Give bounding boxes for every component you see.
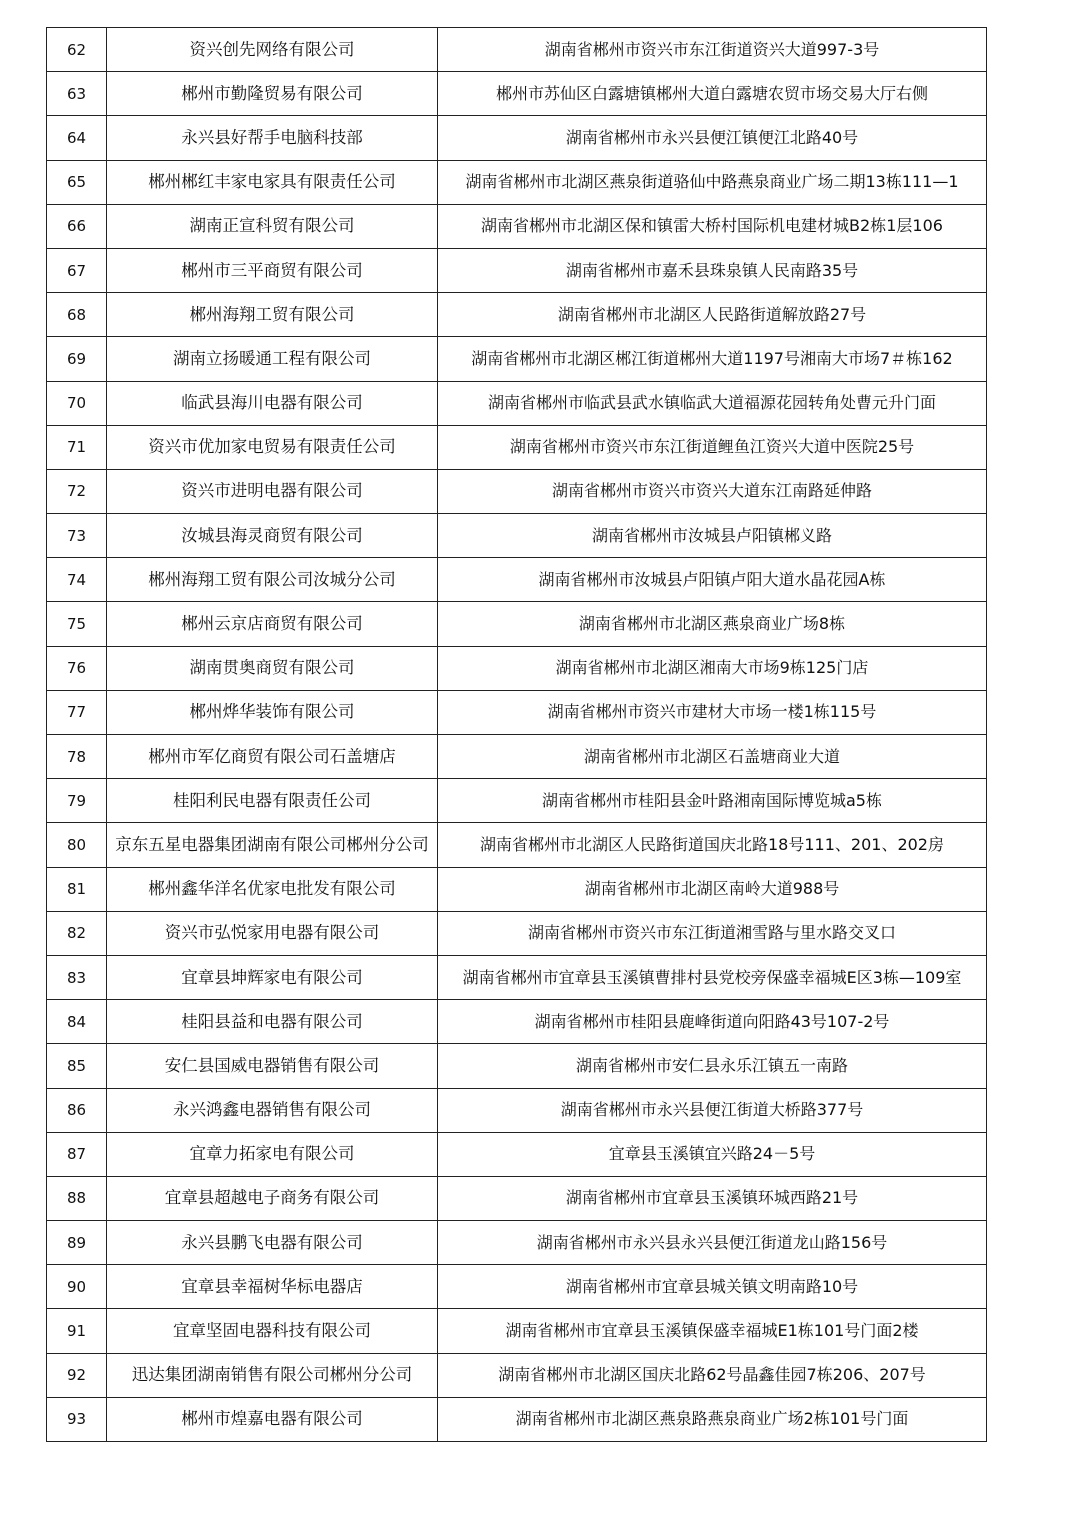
address-cell: 湖南省郴州市北湖区国庆北路62号晶鑫佳园7栋206、207号 [438, 1353, 987, 1397]
address-cell: 湖南省郴州市北湖区燕泉路燕泉商业广场2栋101号门面 [438, 1397, 987, 1441]
address-cell: 湖南省郴州市永兴县便江街道大桥路377号 [438, 1088, 987, 1132]
company-table [46, 27, 987, 1442]
address-cell: 湖南省郴州市北湖区石盖塘商业大道 [438, 735, 987, 779]
company-name-cell: 安仁县国威电器销售有限公司 [107, 1044, 438, 1088]
table-row [47, 646, 987, 690]
company-name-cell: 宜章坚固电器科技有限公司 [107, 1309, 438, 1353]
table-row [47, 1044, 987, 1088]
company-name-cell: 郴州郴红丰家电家具有限责任公司 [107, 160, 438, 204]
table-row [47, 558, 987, 602]
row-number-cell: 89 [47, 1221, 107, 1265]
row-number-cell: 69 [47, 337, 107, 381]
row-number-cell: 81 [47, 867, 107, 911]
table-row [47, 823, 987, 867]
table-row [47, 1353, 987, 1397]
table-row [47, 1000, 987, 1044]
address-cell: 湖南省郴州市北湖区人民路街道国庆北路18号111、201、202房 [438, 823, 987, 867]
company-name-cell: 郴州烨华装饰有限公司 [107, 690, 438, 734]
company-name-cell: 郴州市煌嘉电器有限公司 [107, 1397, 438, 1441]
row-number-cell: 93 [47, 1397, 107, 1441]
address-cell: 湖南省郴州市资兴市建材大市场一楼1栋115号 [438, 690, 987, 734]
address-cell: 湖南省郴州市北湖区燕泉商业广场8栋 [438, 602, 987, 646]
row-number-cell: 66 [47, 204, 107, 248]
table-row [47, 381, 987, 425]
row-number-cell: 74 [47, 558, 107, 602]
row-number-cell: 72 [47, 469, 107, 513]
company-name-cell: 永兴县好帮手电脑科技部 [107, 116, 438, 160]
row-number-cell: 62 [47, 28, 107, 72]
table-row [47, 160, 987, 204]
table-row [47, 1132, 987, 1176]
row-number-cell: 83 [47, 955, 107, 999]
company-name-cell: 郴州海翔工贸有限公司汝城分公司 [107, 558, 438, 602]
company-name-cell: 永兴鸿鑫电器销售有限公司 [107, 1088, 438, 1132]
table-row [47, 955, 987, 999]
company-name-cell: 郴州海翔工贸有限公司 [107, 293, 438, 337]
company-name-cell: 郴州鑫华洋名优家电批发有限公司 [107, 867, 438, 911]
row-number-cell: 75 [47, 602, 107, 646]
row-number-cell: 85 [47, 1044, 107, 1088]
table-row [47, 602, 987, 646]
address-cell: 湖南省郴州市汝城县卢阳镇郴义路 [438, 514, 987, 558]
table-row [47, 911, 987, 955]
address-cell: 湖南省郴州市北湖区郴江街道郴州大道1197号湘南大市场7＃栋162 [438, 337, 987, 381]
row-number-cell: 92 [47, 1353, 107, 1397]
table-row [47, 28, 987, 72]
address-cell: 湖南省郴州市宜章县玉溪镇曹排村县党校旁保盛幸福城E区3栋—109室 [438, 955, 987, 999]
row-number-cell: 84 [47, 1000, 107, 1044]
address-cell: 郴州市苏仙区白露塘镇郴州大道白露塘农贸市场交易大厅右侧 [438, 72, 987, 116]
table-row [47, 1397, 987, 1441]
company-name-cell: 汝城县海灵商贸有限公司 [107, 514, 438, 558]
table-row [47, 735, 987, 779]
address-cell: 湖南省郴州市桂阳县鹿峰街道向阳路43号107-2号 [438, 1000, 987, 1044]
row-number-cell: 80 [47, 823, 107, 867]
company-name-cell: 郴州市勤隆贸易有限公司 [107, 72, 438, 116]
table-row [47, 1309, 987, 1353]
row-number-cell: 78 [47, 735, 107, 779]
row-number-cell: 65 [47, 160, 107, 204]
address-cell: 湖南省郴州市临武县武水镇临武大道福源花园转角处曹元升门面 [438, 381, 987, 425]
row-number-cell: 73 [47, 514, 107, 558]
table-row [47, 293, 987, 337]
table-body [47, 28, 987, 1442]
company-name-cell: 京东五星电器集团湖南有限公司郴州分公司 [107, 823, 438, 867]
company-name-cell: 郴州云京店商贸有限公司 [107, 602, 438, 646]
address-cell: 湖南省郴州市宜章县玉溪镇环城西路21号 [438, 1176, 987, 1220]
company-name-cell: 永兴县鹏飞电器有限公司 [107, 1221, 438, 1265]
company-name-cell: 资兴市优加家电贸易有限责任公司 [107, 425, 438, 469]
table-row [47, 337, 987, 381]
table-row [47, 514, 987, 558]
table-row [47, 425, 987, 469]
company-name-cell: 资兴市弘悦家用电器有限公司 [107, 911, 438, 955]
address-cell: 湖南省郴州市北湖区保和镇雷大桥村国际机电建材城B2栋1层106 [438, 204, 987, 248]
company-name-cell: 桂阳利民电器有限责任公司 [107, 779, 438, 823]
company-name-cell: 湖南立扬暖通工程有限公司 [107, 337, 438, 381]
row-number-cell: 87 [47, 1132, 107, 1176]
address-cell: 湖南省郴州市资兴市东江街道资兴大道997-3号 [438, 28, 987, 72]
address-cell: 湖南省郴州市永兴县永兴县便江街道龙山路156号 [438, 1221, 987, 1265]
address-cell: 湖南省郴州市安仁县永乐江镇五一南路 [438, 1044, 987, 1088]
company-name-cell: 湖南正宣科贸有限公司 [107, 204, 438, 248]
company-name-cell: 宜章县幸福树华标电器店 [107, 1265, 438, 1309]
row-number-cell: 82 [47, 911, 107, 955]
table-row [47, 779, 987, 823]
company-name-cell: 宜章力拓家电有限公司 [107, 1132, 438, 1176]
row-number-cell: 63 [47, 72, 107, 116]
row-number-cell: 76 [47, 646, 107, 690]
address-cell: 湖南省郴州市桂阳县金叶路湘南国际博览城a5栋 [438, 779, 987, 823]
table-row [47, 204, 987, 248]
row-number-cell: 71 [47, 425, 107, 469]
company-name-cell: 资兴市进明电器有限公司 [107, 469, 438, 513]
address-cell: 湖南省郴州市资兴市东江街道鲤鱼江资兴大道中医院25号 [438, 425, 987, 469]
table-row [47, 690, 987, 734]
address-cell: 湖南省郴州市宜章县玉溪镇保盛幸福城E1栋101号门面2楼 [438, 1309, 987, 1353]
row-number-cell: 79 [47, 779, 107, 823]
address-cell: 湖南省郴州市北湖区南岭大道988号 [438, 867, 987, 911]
company-name-cell: 郴州市军亿商贸有限公司石盖塘店 [107, 735, 438, 779]
table-row [47, 1176, 987, 1220]
company-name-cell: 桂阳县益和电器有限公司 [107, 1000, 438, 1044]
address-cell: 湖南省郴州市宜章县城关镇文明南路10号 [438, 1265, 987, 1309]
company-name-cell: 资兴创先网络有限公司 [107, 28, 438, 72]
address-cell: 湖南省郴州市北湖区燕泉街道骆仙中路燕泉商业广场二期13栋111—1 [438, 160, 987, 204]
table-row [47, 1088, 987, 1132]
company-name-cell: 临武县海川电器有限公司 [107, 381, 438, 425]
address-cell: 宜章县玉溪镇宜兴路24－5号 [438, 1132, 987, 1176]
row-number-cell: 77 [47, 690, 107, 734]
row-number-cell: 68 [47, 293, 107, 337]
row-number-cell: 67 [47, 248, 107, 292]
address-cell: 湖南省郴州市北湖区人民路街道解放路27号 [438, 293, 987, 337]
row-number-cell: 70 [47, 381, 107, 425]
address-cell: 湖南省郴州市汝城县卢阳镇卢阳大道水晶花园A栋 [438, 558, 987, 602]
table-row [47, 116, 987, 160]
company-name-cell: 宜章县超越电子商务有限公司 [107, 1176, 438, 1220]
table-row [47, 1221, 987, 1265]
table-row [47, 867, 987, 911]
table-row [47, 469, 987, 513]
row-number-cell: 86 [47, 1088, 107, 1132]
row-number-cell: 88 [47, 1176, 107, 1220]
address-cell: 湖南省郴州市北湖区湘南大市场9栋125门店 [438, 646, 987, 690]
address-cell: 湖南省郴州市资兴市东江街道湘雪路与里水路交叉口 [438, 911, 987, 955]
address-cell: 湖南省郴州市资兴市资兴大道东江南路延伸路 [438, 469, 987, 513]
row-number-cell: 64 [47, 116, 107, 160]
company-name-cell: 湖南贯奥商贸有限公司 [107, 646, 438, 690]
company-name-cell: 郴州市三平商贸有限公司 [107, 248, 438, 292]
table-row [47, 72, 987, 116]
row-number-cell: 91 [47, 1309, 107, 1353]
company-name-cell: 宜章县坤辉家电有限公司 [107, 955, 438, 999]
row-number-cell: 90 [47, 1265, 107, 1309]
company-name-cell: 迅达集团湖南销售有限公司郴州分公司 [107, 1353, 438, 1397]
address-cell: 湖南省郴州市嘉禾县珠泉镇人民南路35号 [438, 248, 987, 292]
table-row [47, 1265, 987, 1309]
table-row [47, 248, 987, 292]
address-cell: 湖南省郴州市永兴县便江镇便江北路40号 [438, 116, 987, 160]
